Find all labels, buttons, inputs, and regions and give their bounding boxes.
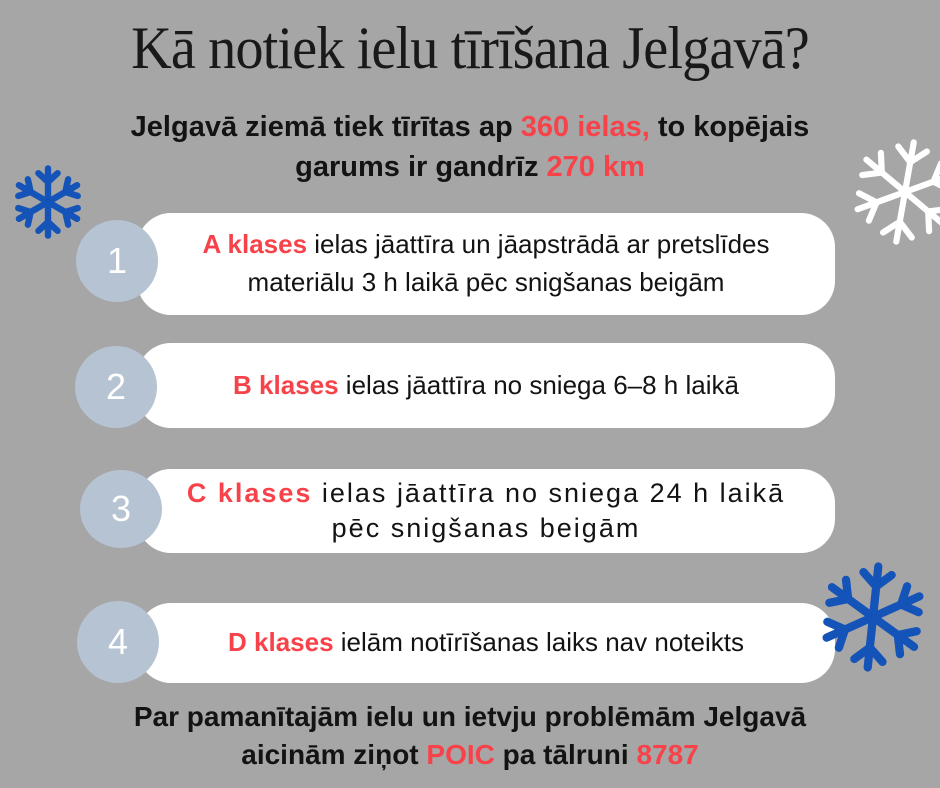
class-label: D klases [228, 627, 334, 658]
card-class-a [137, 213, 835, 315]
subtitle-line-2 [0, 147, 940, 187]
card-text [137, 367, 835, 405]
footer-note [0, 698, 940, 774]
card-body-text: ielām notīrīšanas laiks nav noteikts [333, 627, 744, 658]
footer-highlight-poic: POIC [426, 738, 495, 770]
card-body-text: ielas jāattīra no sniega 24 h laikā pēc snigšanas beigām [312, 477, 786, 543]
subtitle-text: to kopējais [649, 111, 810, 143]
subtitle-line-1 [0, 107, 940, 147]
card-text [137, 226, 835, 301]
snowflake-icon [808, 552, 938, 682]
subtitle-text: garums ir gandrīz [295, 151, 547, 184]
subtitle-highlight: 360 ielas, [520, 111, 650, 143]
footer-line-2 [0, 736, 940, 774]
step-number-4: 4 [77, 601, 159, 683]
step-number-1: 1 [76, 220, 158, 302]
subtitle-text: Jelgavā ziemā tiek tīrītas ap [130, 111, 521, 143]
footer-highlight-phone: 8787 [636, 738, 699, 770]
footer-text: pa tālruni [494, 738, 637, 770]
step-number-2: 2 [75, 346, 157, 428]
class-label: A klases [202, 229, 308, 260]
card-body-text: ielas jāattīra no sniega 6–8 h laikā [338, 369, 739, 400]
subtitle [0, 107, 940, 187]
card-body-text: ielas jāattīra un jāapstrādā ar pretslīdes materiālu 3 h laikā pēc snigšanas beigām [247, 229, 770, 297]
card-class-c [137, 469, 835, 553]
snowflake-icon [840, 127, 940, 257]
footer-text: aicinām ziņot [241, 738, 427, 770]
step-number-3: 3 [80, 470, 162, 548]
class-label: B klases [233, 369, 339, 400]
card-text [137, 624, 835, 662]
subtitle-highlight: 270 km [546, 151, 645, 184]
footer-line-1: Par pamanītajām ielu un ietvju problēmām Jelgavā [133, 701, 807, 732]
class-label: C klases [186, 477, 313, 508]
card-text [137, 476, 835, 546]
card-class-b [137, 343, 835, 428]
page-title: Kā notiek ielu tīrīšana Jelgavā? [131, 15, 809, 81]
snowflake-icon [8, 162, 88, 242]
card-class-d [137, 603, 835, 683]
